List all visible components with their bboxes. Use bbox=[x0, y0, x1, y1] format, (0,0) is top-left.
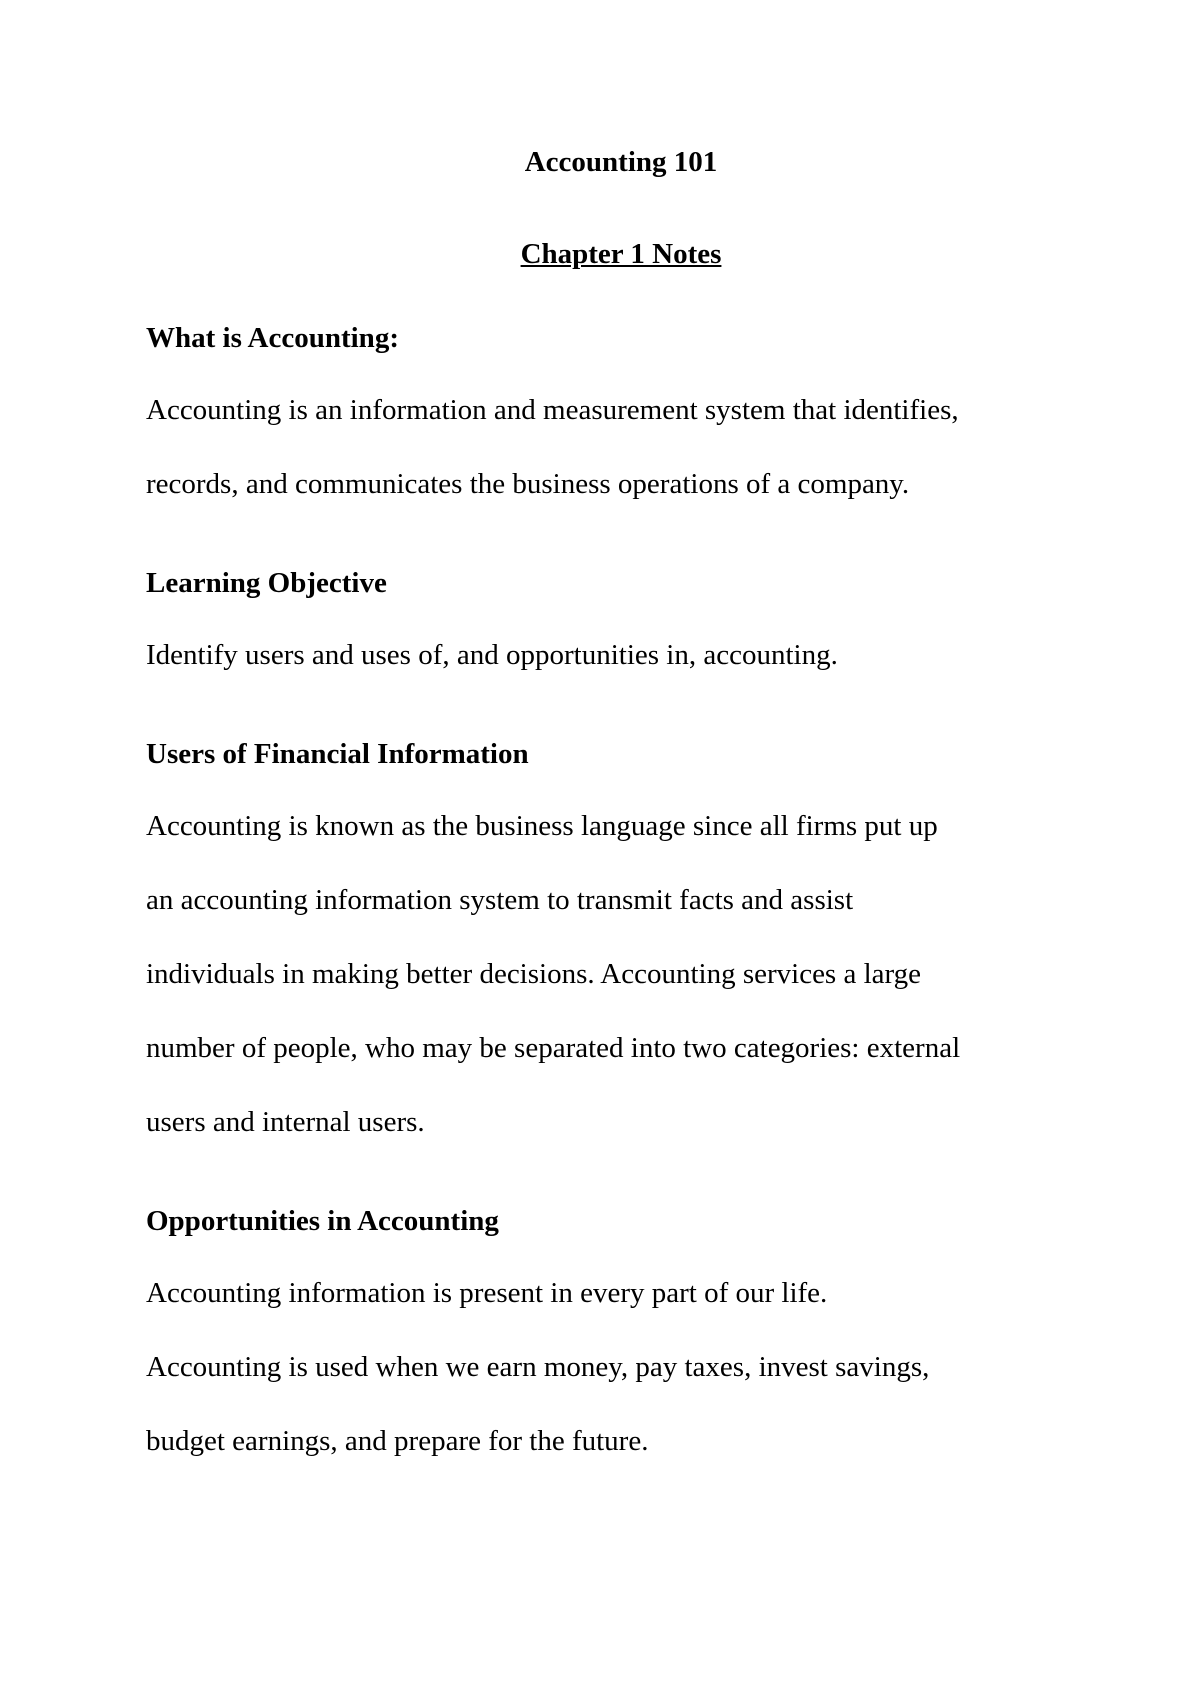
paragraph-line: an accounting information system to transmit facts and assist bbox=[146, 884, 854, 916]
document-subtitle bbox=[146, 232, 1096, 276]
section-paragraph bbox=[146, 618, 1096, 692]
paragraph-line: Accounting is known as the business language since all firms put up bbox=[146, 810, 938, 842]
paragraph-line: budget earnings, and prepare for the future. bbox=[146, 1425, 649, 1457]
paragraph-line: users and internal users. bbox=[146, 1106, 425, 1138]
paragraph-line: Accounting information is present in every part of our life. bbox=[146, 1277, 828, 1309]
section-paragraph bbox=[146, 1256, 1096, 1478]
section-heading: Opportunities in Accounting bbox=[146, 1205, 499, 1237]
section-users-of-financial-information bbox=[146, 732, 1096, 1159]
section-heading: Learning Objective bbox=[146, 567, 387, 599]
section-heading: What is Accounting: bbox=[146, 322, 399, 354]
section-paragraph bbox=[146, 373, 1096, 521]
section-opportunities-in-accounting bbox=[146, 1199, 1096, 1478]
section-heading: Users of Financial Information bbox=[146, 738, 529, 770]
paragraph-line: Identify users and uses of, and opportunities in, accounting. bbox=[146, 639, 838, 671]
paragraph-line: Accounting is an information and measurement system that identifies, bbox=[146, 394, 959, 426]
paragraph-line: individuals in making better decisions. Accounting services a large bbox=[146, 958, 922, 990]
document-subtitle-text: Chapter 1 Notes bbox=[520, 238, 722, 270]
section-paragraph bbox=[146, 789, 1096, 1159]
document-content bbox=[146, 140, 1096, 1478]
paragraph-line: Accounting is used when we earn money, pay taxes, invest savings, bbox=[146, 1351, 930, 1383]
paragraph-line: records, and communicates the business operations of a company. bbox=[146, 468, 910, 500]
document-title: Accounting 101 bbox=[524, 146, 718, 178]
section-what-is-accounting bbox=[146, 316, 1096, 521]
section-learning-objective bbox=[146, 561, 1096, 692]
paragraph-line: number of people, who may be separated into two categories: external bbox=[146, 1032, 961, 1064]
